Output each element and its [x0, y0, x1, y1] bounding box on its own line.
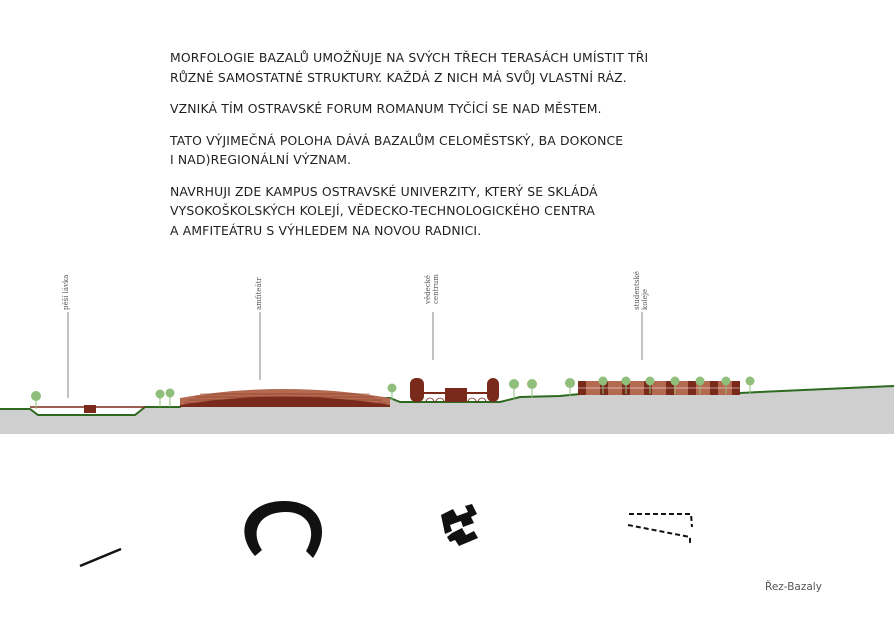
plan-science-center — [441, 504, 478, 546]
plan-footbridge — [80, 549, 121, 566]
science-center-section — [410, 378, 499, 402]
science-center-label: vědecké centrum — [424, 274, 440, 304]
drawing-caption: Řez-Bazaly — [765, 581, 822, 593]
plan-amphitheatre — [244, 501, 322, 558]
tree — [509, 379, 519, 399]
footbridge-section — [30, 405, 145, 413]
plan-dormitories — [628, 514, 692, 543]
tree — [156, 390, 165, 408]
tree — [166, 389, 175, 408]
site-plan — [80, 501, 692, 566]
paragraph-4: NAVRHUJI ZDE KAMPUS OSTRAVSKÉ UNIVERZITY, KTERÝ SE SKLÁDÁ VYSOKOŠKOLSKÝCH KOLEJÍ, VĚDECKO-TECHNOLOGICKÉHO CENTRA A AMFITEÁTRU S VÝHLEDEM NA NOVOU RADNICI. — [170, 183, 598, 238]
tree — [527, 379, 537, 398]
amphitheatre-section — [180, 389, 390, 407]
amphitheatre-label: amfiteátr — [255, 277, 263, 310]
dormitories-label: studentské koleje — [633, 271, 649, 310]
paragraph-3: TATO VÝJIMEČNÁ POLOHA DÁVÁ BAZALŮM CELOMĚSTSKÝ, BA DOKONCE I NAD)REGIONÁLNÍ VÝZNAM. — [170, 132, 624, 167]
paragraph-2: VZNIKÁ TÍM OSTRAVSKÉ FORUM ROMANUM TYČÍCÍ SE NAD MĚSTEM. — [170, 101, 602, 116]
tree — [565, 378, 575, 396]
footbridge-label: pěší lávka — [62, 274, 70, 310]
paragraph-1: MORFOLOGIE BAZALŮ UMOŽŇUJE NA SVÝCH TŘECH TERASÁCH UMÍSTIT TŘI RŮZNÉ SAMOSTATNÉ STRUKTURY. KAŽDÁ Z NICH MÁ SVŮJ VLASTNÍ RÁZ. — [170, 50, 649, 85]
